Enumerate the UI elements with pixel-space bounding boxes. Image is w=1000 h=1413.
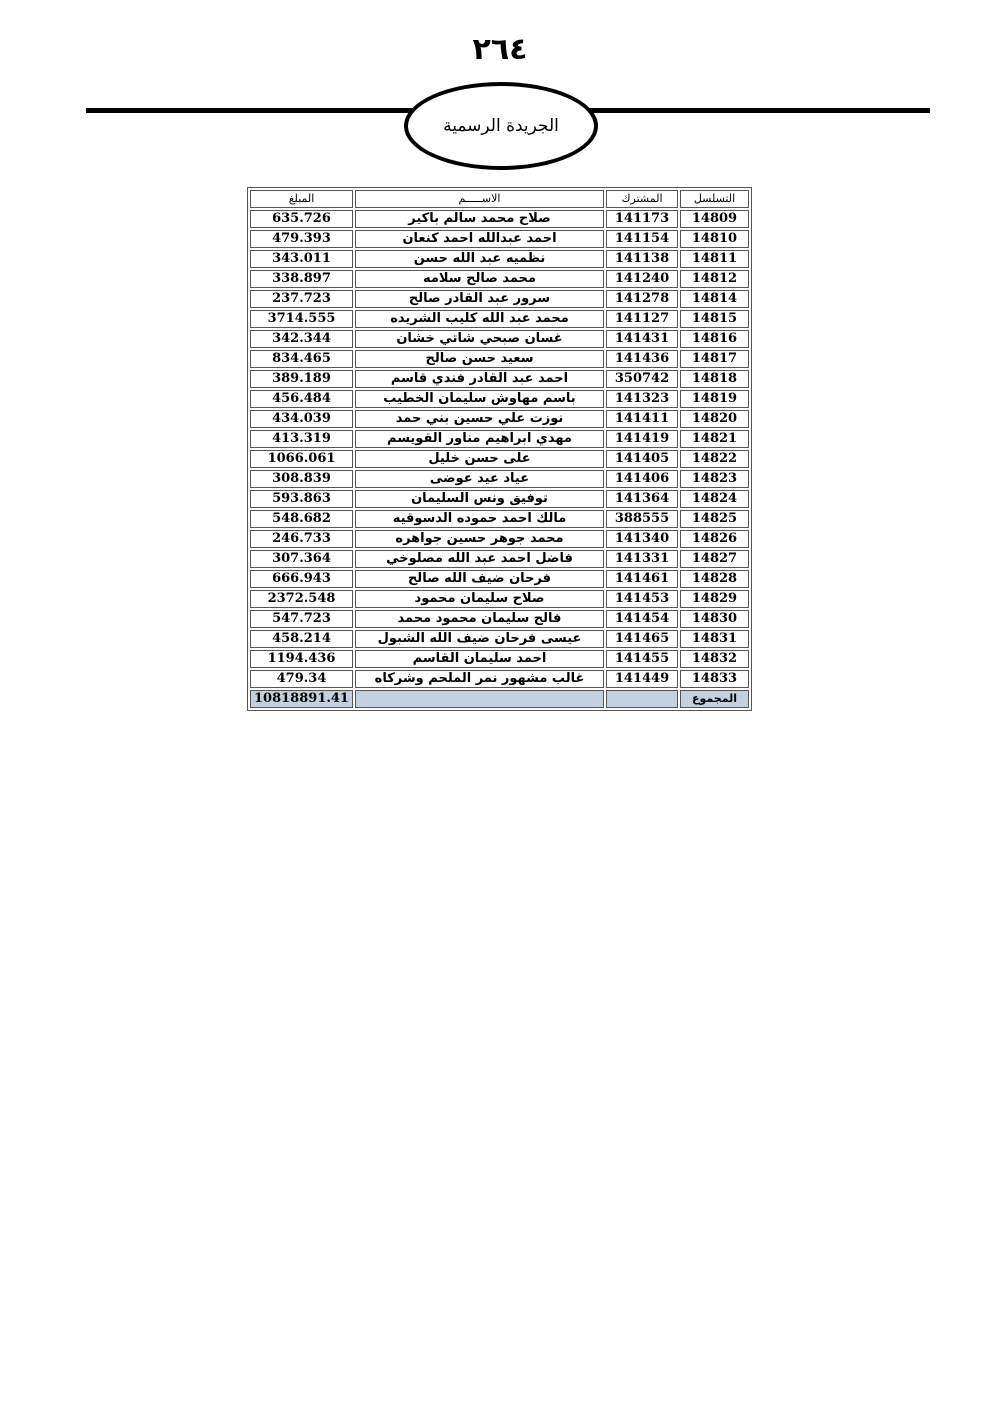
- serial-cell: 14828: [680, 570, 749, 588]
- table-row: [250, 450, 749, 468]
- amount-cell: 479.34: [250, 670, 353, 688]
- name-cell: صلاح سليمان محمود: [355, 590, 604, 608]
- serial-cell: 14819: [680, 390, 749, 408]
- header-emblem: [404, 82, 598, 170]
- subscriber-cell: 141436: [606, 350, 678, 368]
- total-empty-cell: [606, 690, 678, 708]
- subscriber-cell: 141331: [606, 550, 678, 568]
- header-subscriber: المشترك: [606, 190, 678, 208]
- name-cell: غالب مشهور نمر الملحم وشركاه: [355, 670, 604, 688]
- serial-cell: 14827: [680, 550, 749, 568]
- serial-cell: 14809: [680, 210, 749, 228]
- amount-cell: 547.723: [250, 610, 353, 628]
- subscriber-cell: 388555: [606, 510, 678, 528]
- name-cell: مهدي ابراهيم مناور القويسم: [355, 430, 604, 448]
- subscriber-cell: 141278: [606, 290, 678, 308]
- name-cell: صلاح محمد سالم باكير: [355, 210, 604, 228]
- table-row: [250, 610, 749, 628]
- table-row: [250, 290, 749, 308]
- subscriber-cell: 141449: [606, 670, 678, 688]
- subscriber-cell: 141340: [606, 530, 678, 548]
- amount-cell: 593.863: [250, 490, 353, 508]
- serial-cell: 14821: [680, 430, 749, 448]
- subscriber-cell: 141453: [606, 590, 678, 608]
- name-cell: احمد سليمان القاسم: [355, 650, 604, 668]
- amount-cell: 2372.548: [250, 590, 353, 608]
- subscriber-cell: 141364: [606, 490, 678, 508]
- amount-cell: 635.726: [250, 210, 353, 228]
- table-row: [250, 510, 749, 528]
- table-row: [250, 670, 749, 688]
- table-row: [250, 570, 749, 588]
- subscriber-cell: 141173: [606, 210, 678, 228]
- subscriber-cell: 141411: [606, 410, 678, 428]
- table-row: [250, 430, 749, 448]
- name-cell: على حسن خليل: [355, 450, 604, 468]
- table-row: [250, 370, 749, 388]
- amount-cell: 413.319: [250, 430, 353, 448]
- table-row: [250, 310, 749, 328]
- name-cell: سعيد حسن صالح: [355, 350, 604, 368]
- table-row: [250, 410, 749, 428]
- subscriber-cell: 141454: [606, 610, 678, 628]
- name-cell: احمد عبد القادر فندي قاسم: [355, 370, 604, 388]
- name-cell: عياد عيد عوضى: [355, 470, 604, 488]
- serial-cell: 14831: [680, 630, 749, 648]
- total-amount: 10818891.41: [250, 690, 353, 708]
- serial-cell: 14820: [680, 410, 749, 428]
- amount-cell: 307.364: [250, 550, 353, 568]
- serial-cell: 14816: [680, 330, 749, 348]
- subscriber-cell: 141419: [606, 430, 678, 448]
- subscriber-cell: 141461: [606, 570, 678, 588]
- name-cell: باسم مهاوش سليمان الخطيب: [355, 390, 604, 408]
- amount-cell: 434.039: [250, 410, 353, 428]
- serial-cell: 14822: [680, 450, 749, 468]
- subscriber-cell: 141127: [606, 310, 678, 328]
- page-number: ٢٦٤: [472, 32, 528, 67]
- subscriber-cell: 141455: [606, 650, 678, 668]
- total-label: المجموع: [680, 690, 749, 708]
- subscriber-cell: 141406: [606, 470, 678, 488]
- table-row: [250, 630, 749, 648]
- amount-cell: 389.189: [250, 370, 353, 388]
- table-row: [250, 550, 749, 568]
- table-header-row: [250, 190, 749, 208]
- serial-cell: 14833: [680, 670, 749, 688]
- serial-cell: 14823: [680, 470, 749, 488]
- amount-cell: 338.897: [250, 270, 353, 288]
- name-cell: محمد جوهر حسين جواهره: [355, 530, 604, 548]
- serial-cell: 14825: [680, 510, 749, 528]
- table-row: [250, 390, 749, 408]
- amount-cell: 1194.436: [250, 650, 353, 668]
- serial-cell: 14826: [680, 530, 749, 548]
- table-row: [250, 210, 749, 228]
- serial-cell: 14810: [680, 230, 749, 248]
- name-cell: توفيق ونس السليمان: [355, 490, 604, 508]
- name-cell: نوزت علي حسين بني حمد: [355, 410, 604, 428]
- header-serial: التسلسل: [680, 190, 749, 208]
- table-row: [250, 530, 749, 548]
- amount-cell: 834.465: [250, 350, 353, 368]
- serial-cell: 14811: [680, 250, 749, 268]
- records-table: [247, 187, 752, 711]
- name-cell: فالح سليمان محمود محمد: [355, 610, 604, 628]
- amount-cell: 1066.061: [250, 450, 353, 468]
- serial-cell: 14832: [680, 650, 749, 668]
- subscriber-cell: 141323: [606, 390, 678, 408]
- table-row: [250, 490, 749, 508]
- amount-cell: 342.344: [250, 330, 353, 348]
- table-row: [250, 350, 749, 368]
- name-cell: نظميه عبد الله حسن: [355, 250, 604, 268]
- serial-cell: 14829: [680, 590, 749, 608]
- amount-cell: 479.393: [250, 230, 353, 248]
- subscriber-cell: 141240: [606, 270, 678, 288]
- table-row: [250, 470, 749, 488]
- name-cell: فاضل احمد عبد الله مصلوخي: [355, 550, 604, 568]
- amount-cell: 237.723: [250, 290, 353, 308]
- header-amount: المبلغ: [250, 190, 353, 208]
- subscriber-cell: 141138: [606, 250, 678, 268]
- subscriber-cell: 141465: [606, 630, 678, 648]
- serial-cell: 14830: [680, 610, 749, 628]
- serial-cell: 14817: [680, 350, 749, 368]
- serial-cell: 14815: [680, 310, 749, 328]
- header-name: الاســـــم: [355, 190, 604, 208]
- amount-cell: 343.011: [250, 250, 353, 268]
- subscriber-cell: 141431: [606, 330, 678, 348]
- name-cell: فرحان ضيف الله صالح: [355, 570, 604, 588]
- total-row: [250, 690, 749, 708]
- subscriber-cell: 350742: [606, 370, 678, 388]
- table-row: [250, 250, 749, 268]
- table-row: [250, 650, 749, 668]
- table-body: [250, 210, 749, 688]
- serial-cell: 14814: [680, 290, 749, 308]
- table-row: [250, 590, 749, 608]
- amount-cell: 548.682: [250, 510, 353, 528]
- table-row: [250, 230, 749, 248]
- serial-cell: 14824: [680, 490, 749, 508]
- total-empty-cell: [355, 690, 604, 708]
- amount-cell: 666.943: [250, 570, 353, 588]
- header-title: الجريدة الرسمية: [443, 116, 559, 136]
- name-cell: عيسى فرحان ضيف الله الشبول: [355, 630, 604, 648]
- amount-cell: 246.733: [250, 530, 353, 548]
- amount-cell: 308.839: [250, 470, 353, 488]
- name-cell: محمد عبد الله كليب الشريده: [355, 310, 604, 328]
- name-cell: محمد صالح سلامه: [355, 270, 604, 288]
- subscriber-cell: 141154: [606, 230, 678, 248]
- table-row: [250, 270, 749, 288]
- serial-cell: 14818: [680, 370, 749, 388]
- name-cell: سرور عبد القادر صالح: [355, 290, 604, 308]
- name-cell: غسان صبحي شاتي خشان: [355, 330, 604, 348]
- serial-cell: 14812: [680, 270, 749, 288]
- table-row: [250, 330, 749, 348]
- subscriber-cell: 141405: [606, 450, 678, 468]
- name-cell: مالك احمد حموده الدسوقيه: [355, 510, 604, 528]
- amount-cell: 456.484: [250, 390, 353, 408]
- amount-cell: 3714.555: [250, 310, 353, 328]
- amount-cell: 458.214: [250, 630, 353, 648]
- name-cell: احمد عبدالله احمد كنعان: [355, 230, 604, 248]
